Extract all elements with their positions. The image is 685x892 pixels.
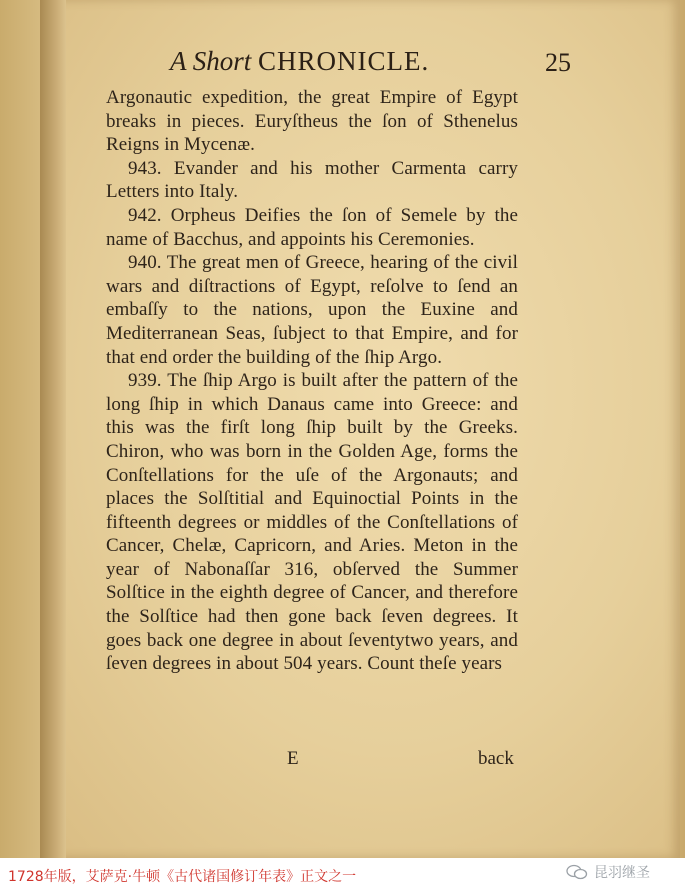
header-title-caps: CHRONICLE. (258, 46, 430, 76)
paragraph-939: 939. The ſhip Argo is built after the pattern of the long ſhip in which Danaus came into Greece: and this was the firſt long ſhip built by the Greeks. Chiron, who was born in the Golden Age, forms the Conſtellations for the uſe of the Argonauts; and places the Solſtitial and Equinoctial Points in the fifteenth degrees or middles of the Conſtellations of Cancer, Chelæ, Capricorn, and Aries. Meton in the year of Nabonaſſar 316, obſerved the Summer Solſtice in the eighth degree of Cancer, and therefore the Solſtice had then gone back ſeven degrees. It goes back one degree in about ſeventytwo years, and ſeven degrees in about 504 years. Count theſe years (106, 370, 518, 675)
running-header (170, 46, 460, 86)
catchword: back (478, 748, 514, 769)
paragraph-continuation: Argonautic expedition, the great Empire of Egypt breaks in pieces. Euryſtheus the ſon of Sthenelus Reigns in Mycenæ. (106, 87, 518, 156)
page-number: 25 (545, 48, 571, 77)
header-title-italic: A Short (170, 46, 252, 76)
watermark (566, 862, 650, 882)
wechat-icon (566, 864, 588, 880)
signature-mark: E (287, 748, 299, 769)
book-spine (40, 0, 66, 858)
paragraph-940: 940. The great men of Greece, hearing of the civil wars and diſtractions of Egypt, reſolve to ſend an embaſſy to the nations, upon the Euxine and Mediterranean Seas, ſubject to that Empire, and for that end order the building of the ſhip Argo. (106, 252, 518, 368)
paragraph-942: 942. Orpheus Deifies the ſon of Semele by the name of Bacchus, and appoints his Ceremonies. (106, 204, 518, 250)
body-text (106, 86, 518, 676)
image-caption: 1728年版，艾萨克·牛顿《古代诸国修订年表》正文之一 (8, 869, 357, 885)
watermark-text: 昆羽继圣 (594, 865, 650, 881)
paragraph-943: 943. Evander and his mother Carmenta carry Letters into Italy. (106, 157, 518, 203)
